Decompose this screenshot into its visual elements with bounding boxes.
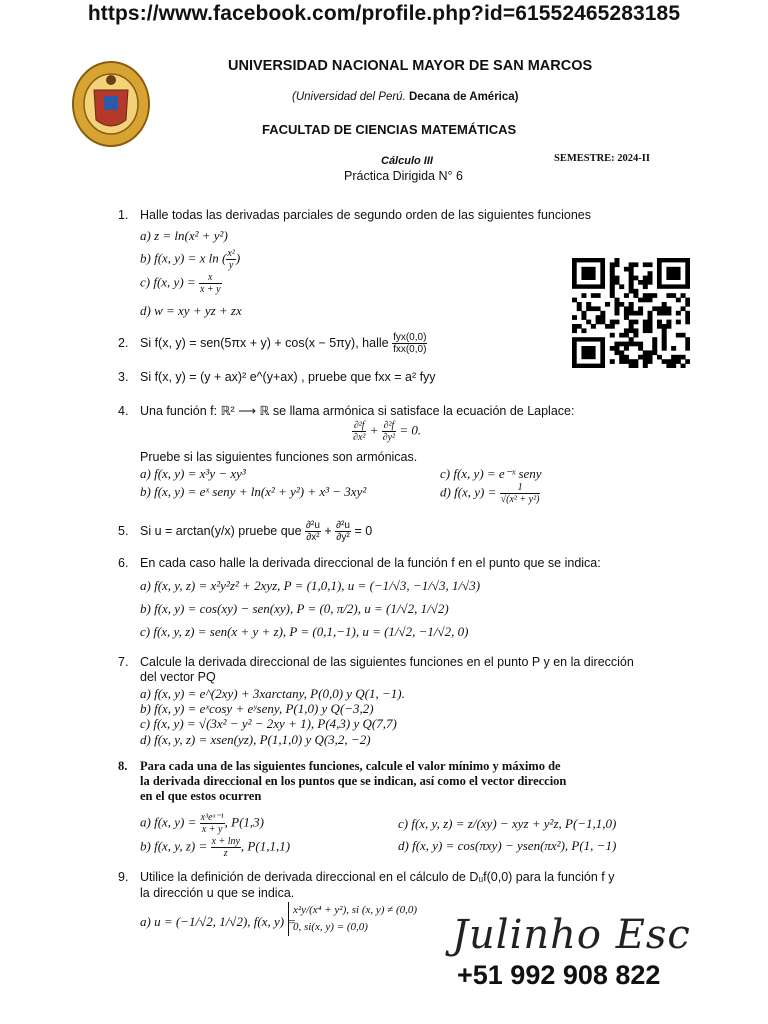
q7-item-a: a) f(x, y) = e^(2xy) + 3xarctany, P(0,0) y Q(1, −1).: [140, 686, 405, 701]
q7-item-c: c) f(x, y) = √(3x² − y² − 2xy + 1), P(4,3) y Q(7,7): [140, 716, 397, 731]
q4-item-d: d) f(x, y) = $\frac{1}{\text{√(x² + y²)}}$: [440, 482, 540, 505]
q1-item-d: d) w = xy + yz + zx: [140, 303, 242, 318]
q6-item-a: a) f(x, y, z) = x²y²z² + 2xyz, P = (1,0,1), u = (−1/√3, −1/√3, 1/√3): [140, 578, 481, 593]
question-7: 7. Calcule la derivada direccional de las siguientes funciones en el punto P y en la dirección: [118, 655, 634, 669]
university-name: UNIVERSIDAD NACIONAL MAYOR DE SAN MARCOS: [228, 58, 593, 74]
q8-text3: en el que estos ocurren: [140, 789, 262, 803]
q9-item-a: a) u = (−1/√2, 1/√2), f(x, y) =: [140, 914, 297, 929]
q1-item-b: b) f(x, y) = x ln ( $\frac{\text{x²}}{y}$ ): [140, 248, 241, 271]
faculty-name: FACULTAD DE CIENCIAS MATEMÁTICAS: [262, 122, 517, 137]
q4-text2: Pruebe si las siguientes funciones son armónicas.: [140, 450, 418, 464]
q8-item-a: a) f(x, y) = $\frac{\text{x³eˣ⁻¹}}{x + y}$ , P(1,3): [140, 812, 265, 835]
question-4: 4. Una función f: ℝ² ⟶ ℝ se llama armónica si satisface la ecuación de Laplace:: [118, 404, 575, 418]
question-5: 5. Si u = arctan(y/x) pruebe que $\frac{\text{∂²u}}{\text{∂x²}}$ + $\frac{\text{∂²u}}{\text{∂y²}}$ = 0: [118, 520, 373, 543]
q4-item-c: c) f(x, y) = e⁻ˣ seny: [440, 466, 542, 481]
author-signature: Julinho Esc: [452, 912, 691, 958]
q1-item-c: c) f(x, y) = $\frac{x}{x + y}$: [140, 272, 221, 295]
university-seal-logo: [70, 60, 152, 148]
q4-item-b: b) f(x, y) = eˣ seny + ln(x² + y²) + x³ − 3xy²: [140, 484, 367, 499]
qr-code: [572, 258, 690, 368]
question-8: 8. Para cada una de las siguientes funciones, calcule el valor mínimo y máximo de: [118, 759, 561, 773]
question-1: 1. Halle todas las derivadas parciales de segundo orden de las siguientes funciones: [118, 208, 591, 222]
q9-piecewise: x²y/(x⁴ + y²), si (x, y) ≠ (0,0) 0, si(x, y) = (0,0): [288, 902, 417, 936]
practice-title: Práctica Dirigida N° 6: [344, 169, 463, 183]
q8-item-d: d) f(x, y) = cos(πxy) − ysen(πx²), P(1, −1): [398, 838, 617, 853]
question-9: 9. Utilice la definición de derivada direccional en el cálculo de Dᵤf(0,0) para la función f y: [118, 870, 615, 884]
q6-item-c: c) f(x, y, z) = sen(x + y + z), P = (0,1,−1), u = (1/√2, −1/√2, 0): [140, 624, 469, 639]
university-subtitle: (Universidad del Perú. Decana de América): [292, 91, 519, 103]
semester-label: SEMESTRE: 2024-II: [554, 153, 650, 164]
q1-item-a: a) z = ln(x² + y²): [140, 228, 228, 243]
q8-item-b: b) f(x, y, z) = $\frac{x + \ln y}{z}$ , P(1,1,1): [140, 836, 291, 859]
course-name: Cálculo III: [381, 155, 433, 167]
question-6: 6. En cada caso halle la derivada direccional de la función f en el punto que se indica:: [118, 556, 601, 570]
q7-item-b: b) f(x, y) = eˣcosy + eʸseny, P(1,0) y Q(−3,2): [140, 701, 374, 716]
source-url: https://www.facebook.com/profile.php?id=61552465283185: [87, 2, 681, 25]
q8-text2: la derivada direccional en los puntos que se indican, así como el vector direccion: [140, 774, 567, 788]
q6-item-b: b) f(x, y) = cos(xy) − sen(xy), P = (0, π/2), u = (1/√2, 1/√2): [140, 601, 449, 616]
laplace-equation: $\frac{\text{∂²f}}{\text{∂x²}}$ + $\frac{\text{∂²f}}{\text{∂y²}}$ = 0.: [353, 420, 422, 443]
q7-item-d: d) f(x, y, z) = xsen(yz), P(1,1,0) y Q(3,2, −2): [140, 732, 371, 747]
question-2: 2. Si f(x, y) = sen(5πx + y) + cos(x − 5πy), halle $\frac{\text{fyx(0,0)}}{\text{fxx(0,0)}}$: [118, 332, 427, 355]
q4-item-a: a) f(x, y) = x³y − xy³: [140, 466, 246, 481]
contact-phone: +51 992 908 822: [457, 960, 661, 990]
q7-text2: del vector PQ: [140, 670, 216, 684]
question-3: 3. Si f(x, y) = (y + ax)² e^(y+ax) , pruebe que fxx = a² fyy: [118, 370, 436, 384]
q9-text2: la dirección u que se indica.: [140, 886, 295, 900]
q8-item-c: c) f(x, y, z) = z/(xy) − xyz + y²z, P(−1,1,0): [398, 816, 617, 831]
